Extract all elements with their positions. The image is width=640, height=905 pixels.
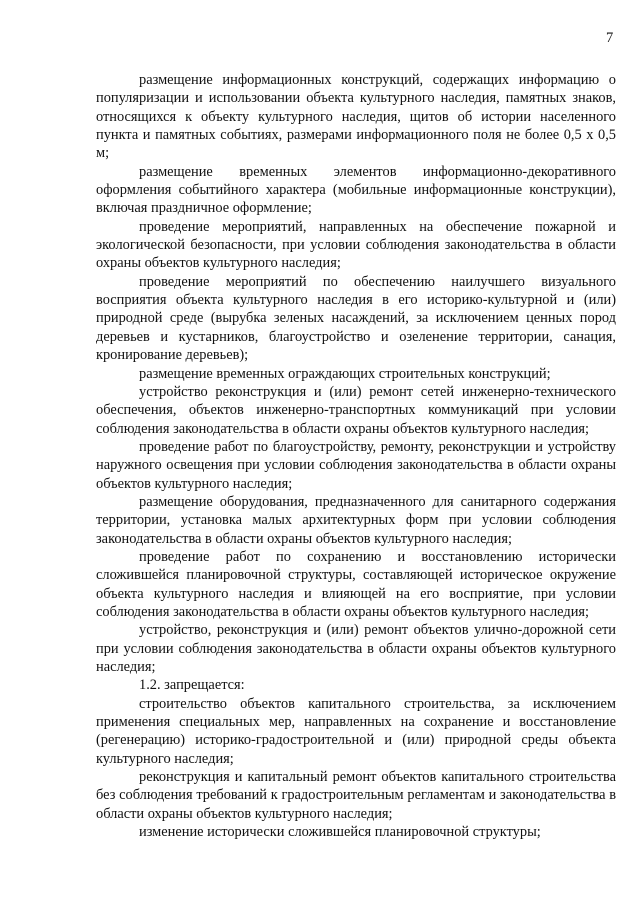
paragraph-reconstruction-repair: реконструкция и капитальный ремонт объектов капитального строительства без соблюдения требований к градостроительным регламентам и законодательства в области охраны объектов культурного наследия; <box>96 769 616 822</box>
paragraph-info-structures: размещение информационных конструкций, содержащих информацию о популяризации и использовании объекта культурного наследия, памятных знаков, относящихся к объекту культурного наследия, щитов об истории населенного пункта и памятных событиях, размерами информационного поля не более 0,5 х 0,5 м; <box>96 72 616 162</box>
section-heading-prohibited: 1.2. запрещается: <box>139 677 245 694</box>
paragraph-capital-construction: строительство объектов капитального строительства, за исключением применения специальных мер, направленных на сохранение и восстановление (регенерацию) историко-градостроительной и (или) природной среды объекта культурного наследия; <box>96 695 616 767</box>
paragraph-sanitary-equipment: размещение оборудования, предназначенного для санитарного содержания территории, установка малых архитектурных форм при условии соблюдения законодательства в области охраны объектов культурного наследия; <box>96 493 616 547</box>
paragraph-visual-perception: проведение мероприятий по обеспечению наилучшего визуального восприятия объекта культурного наследия в его историко-культурной и (или) природной среде (вырубка зеленых насаждений, за исключением ценных пород деревьев и кустарников, благоустройство и озеленение территории, санация, кронирование деревьев); <box>96 273 616 364</box>
paragraph-temporary-decoration: размещение временных элементов информационно-декоративного оформления событийного характера (мобильные информационные конструкции), включая праздничное оформление; <box>96 163 616 217</box>
paragraph-landscaping-lighting: проведение работ по благоустройству, ремонту, реконструкции и устройству наружного освещения при условии соблюдения законодательства в области охраны объектов культурного наследия; <box>96 438 616 492</box>
paragraph-temporary-fencing: размещение временных ограждающих строительных конструкций; <box>139 365 551 382</box>
paragraph-engineering-networks: устройство реконструкция и (или) ремонт сетей инженерно-технического обеспечения, объектов инженерно-транспортных коммуникаций при условии соблюдения законодательства в области охраны объектов культурного наследия; <box>96 383 616 437</box>
paragraph-road-network: устройство, реконструкция и (или) ремонт объектов улично-дорожной сети при условии соблюдения законодательства в области охраны объектов культурного наследия; <box>96 622 616 675</box>
page-number: 7 <box>606 30 614 46</box>
document-body <box>96 71 616 841</box>
paragraph-planning-structure-change: изменение исторически сложившейся планировочной структуры; <box>139 824 541 841</box>
paragraph-planning-structure-restoration: проведение работ по сохранению и восстановлению исторически сложившейся планировочной структуры, составляющей историческое окружение объекта культурного наследия и влияющей на его восприятие, при условии соблюдения законодательства в области охраны объектов культурного наследия; <box>96 548 616 620</box>
paragraph-fire-ecology-safety: проведение мероприятий, направленных на обеспечение пожарной и экологической безопасности, при условии соблюдения законодательства в области охраны объектов культурного наследия; <box>96 218 616 272</box>
